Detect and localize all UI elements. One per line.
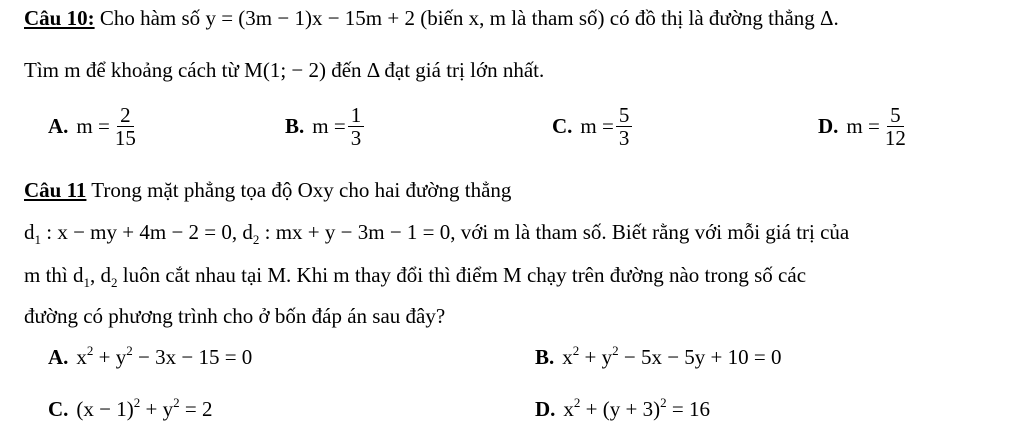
option-equation: $x^2 + y^2 - 3x - 15 = 0$ [76, 342, 253, 369]
q10-text-a: Cho hàm số [94, 6, 206, 30]
q10-option-b[interactable] [285, 104, 366, 149]
d2-ref-subscript: 2 [111, 275, 118, 290]
fraction [112, 104, 139, 149]
q10-text-b: (biến x, m là tham số) có đồ thị là đường thẳng Δ. [414, 6, 839, 30]
numerator: 5 [887, 104, 904, 127]
q11-line1 [24, 176, 511, 204]
numerator: 2 [117, 104, 134, 127]
option-label: D. [535, 396, 556, 421]
option-prefix: m = [76, 114, 110, 138]
option-prefix: m = [312, 114, 346, 138]
fraction [616, 104, 633, 149]
comma: , [90, 263, 101, 287]
d2-name: d [242, 220, 253, 244]
option-prefix: m = [846, 114, 880, 138]
d1-ref: d [73, 263, 84, 287]
q10-line2: Tìm m để khoảng cách từ M(1; − 2) đến Δ đạt giá trị lớn nhất. [24, 58, 545, 82]
d1-ref-subscript: 1 [83, 275, 91, 290]
q10-line1 [24, 4, 839, 32]
d2-equation: : mx + y − 3m − 1 = 0 [259, 220, 451, 244]
q11-text-a: Trong mặt phẳng tọa độ Oxy cho hai đường thẳng [86, 178, 512, 202]
d2-subscript: 2 [252, 232, 260, 247]
q11-option-c[interactable] [48, 394, 212, 424]
q11-line2-rest: , với m là tham số. Biết rằng với mỗi giá trị của [450, 220, 850, 244]
option-label: C. [552, 114, 573, 138]
option-label: A. [48, 114, 69, 138]
option-label: B. [535, 344, 555, 369]
denominator: 3 [618, 126, 630, 150]
q10-option-a[interactable] [48, 104, 141, 149]
option-equation: $(x - 1)^2 + y^2 = 2$ [76, 394, 213, 421]
fraction [348, 104, 365, 149]
q10-label: Câu 10: [24, 6, 95, 30]
fraction [882, 104, 909, 149]
numerator: 5 [616, 104, 633, 127]
q11-line3-b: luôn cắt nhau tại M. Khi m thay đổi thì điểm M chạy trên đường nào trong số các [117, 263, 807, 287]
option-label: A. [48, 344, 69, 369]
denominator: 12 [884, 126, 906, 150]
d1-subscript: 1 [34, 232, 41, 247]
d2-ref: d [100, 263, 112, 287]
numerator: 1 [348, 104, 365, 127]
q11-option-a[interactable] [48, 342, 252, 372]
option-label: C. [48, 396, 69, 421]
option-equation: $x^2 + y^2 - 5x - 5y + 10 = 0$ [562, 342, 782, 369]
q11-line2 [24, 218, 849, 246]
q11-line4: đường có phương trình cho ở bốn đáp án sau đây? [24, 304, 446, 328]
option-prefix: m = [580, 114, 614, 138]
q11-line3-a: m thì [24, 263, 74, 287]
d1-equation: : x − my + 4m − 2 = 0, [41, 220, 243, 244]
q10-option-d[interactable] [818, 104, 911, 149]
q10-function: y = (3m − 1)x − 15m + 2 [205, 6, 415, 30]
q11-option-d[interactable] [535, 394, 710, 424]
q10-option-c[interactable] [552, 104, 634, 149]
q11-option-b[interactable] [535, 342, 781, 372]
d1-name: d [24, 220, 35, 244]
denominator: 3 [350, 126, 362, 150]
q11-line3 [24, 261, 806, 289]
option-label: B. [285, 114, 305, 138]
option-label: D. [818, 114, 839, 138]
q11-label: Câu 11 [24, 178, 87, 202]
option-equation: $x^2 + (y + 3)^2 = 16$ [563, 394, 710, 421]
denominator: 15 [114, 126, 136, 150]
